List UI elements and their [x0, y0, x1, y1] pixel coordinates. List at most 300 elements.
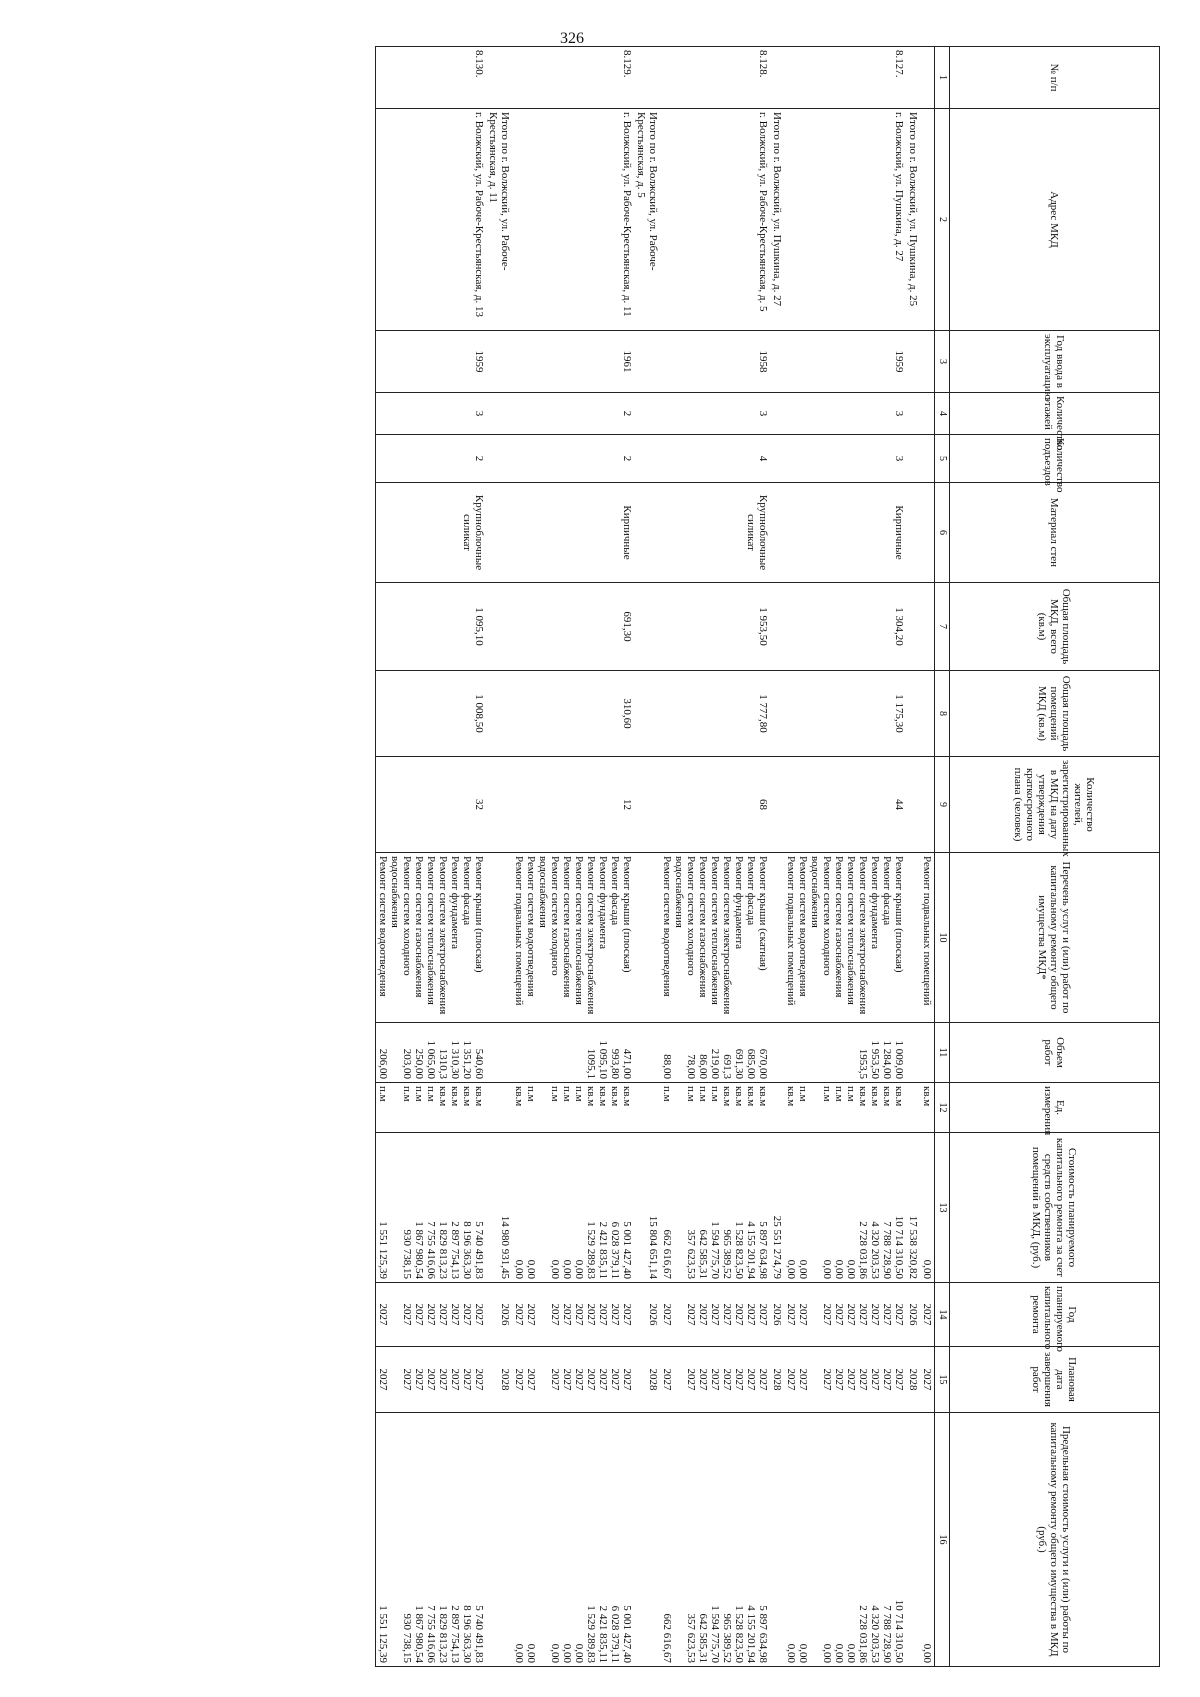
empty-cell — [634, 757, 660, 853]
empty-cell — [906, 1083, 920, 1133]
work-name: Ремонт фундамента — [733, 856, 745, 950]
work-volume — [525, 1026, 537, 1079]
unit: кв.м — [893, 1086, 905, 1107]
cost: 0,00 — [797, 1259, 809, 1279]
limit-cost: 5 897 634,98 — [757, 1605, 769, 1663]
limit-cost: 8 196 363,30 — [461, 1605, 473, 1663]
work-volume: 1 284,00 — [881, 1040, 893, 1079]
cost: 965 389,52 — [721, 1229, 733, 1279]
repair-year: 2027 — [709, 1303, 721, 1326]
repair-year: 2027 — [549, 1303, 561, 1326]
header-cell: Стоимость планируемого капитального ремонта за счет средств собственников помещений в МКД, (руб.) — [950, 1133, 1160, 1283]
header-cell: Перечень услуг и (или) работ по капитальному ремонту общего имущества МКД* — [950, 853, 1160, 1023]
table-row — [920, 47, 935, 1667]
row-number: 8.129. — [512, 47, 634, 109]
unit: п.м — [797, 1086, 809, 1102]
work-volume-column — [660, 1023, 770, 1083]
header-cell: Адрес МКД — [950, 109, 1160, 331]
cost: 1 528 823,50 — [733, 1221, 745, 1279]
total-cost: 25 551 274,79 — [770, 1133, 784, 1283]
empty-cell — [770, 1023, 784, 1083]
work-volume: 78,00 — [685, 1054, 697, 1079]
entrances: 2 — [512, 435, 634, 483]
completion-date: 2027 — [833, 1368, 845, 1391]
wall-material: Крупноблочные силикат — [376, 483, 487, 583]
completion-date: 2027 — [845, 1368, 857, 1391]
cost-column — [660, 1133, 770, 1283]
repair-year-column — [376, 1283, 487, 1347]
work-name: Ремонт систем водоотведения — [377, 856, 389, 997]
work-volume: 1095,1 — [585, 1048, 597, 1079]
work-volume: 993,80 — [609, 1048, 621, 1079]
repair-year: 2027 — [797, 1303, 809, 1326]
limit-cost: 0,00 — [797, 1643, 809, 1663]
repair-year: 2027 — [845, 1303, 857, 1326]
floors: 2 — [512, 393, 634, 435]
work-volume: 540,60 — [473, 1048, 485, 1079]
unit: п.м — [377, 1086, 389, 1102]
unit: кв.м — [437, 1086, 449, 1107]
work-volume — [833, 1026, 845, 1079]
residents: 44 — [784, 757, 906, 853]
limit-cost: 5 740 491,83 — [473, 1605, 485, 1663]
repair-year: 2027 — [785, 1303, 797, 1326]
work-name: Ремонт систем газоснабжения — [561, 856, 573, 998]
completion-date-column — [376, 1347, 487, 1413]
work-name: Ремонт систем электроснабжения — [857, 856, 869, 1015]
header-cell: Общая площадь помещений МКД (кв.м) — [950, 671, 1160, 757]
total-row — [906, 47, 920, 1667]
header-cell: Общая площадь МКД, всего (кв.м) — [950, 583, 1160, 671]
work-name: Ремонт систем теплоснабжения — [573, 856, 585, 1005]
limit-cost: 0,00 — [513, 1643, 525, 1663]
column-number: 7 — [935, 583, 950, 671]
work-name: Ремонт подвальных помещений — [920, 853, 935, 1023]
floors: 3 — [376, 393, 487, 435]
completion-date: 2027 — [733, 1368, 745, 1391]
repair-year: 2027 — [733, 1303, 745, 1326]
header-cell: Количество подъездов — [950, 435, 1160, 483]
cost: 662 616,67 — [661, 1229, 673, 1279]
repair-year: 2027 — [597, 1303, 609, 1326]
completion-date: 2027 — [573, 1368, 585, 1391]
cost: 5 001 427,40 — [621, 1221, 633, 1279]
cost-column — [512, 1133, 634, 1283]
wall-material: Кирпичные — [512, 483, 634, 583]
column-number: 14 — [935, 1283, 950, 1347]
work-volume: 685,00 — [745, 1048, 757, 1079]
total-date: 2028 — [634, 1347, 660, 1413]
empty-cell — [486, 757, 512, 853]
limit-cost: 0,00 — [785, 1643, 797, 1663]
total-label: Итого по г. Волжский, ул. Рабоче-Крестьянская, д. 11 — [486, 109, 512, 331]
column-number: 9 — [935, 757, 950, 853]
limit-cost: 2 897 754,13 — [449, 1605, 461, 1663]
unit: п.м — [697, 1086, 709, 1102]
work-volume — [573, 1026, 585, 1079]
cost: 7 755 416,06 — [425, 1221, 437, 1279]
commission-year: 1958 — [660, 331, 770, 393]
unit: п.м — [425, 1086, 437, 1102]
empty-cell — [906, 853, 920, 1023]
work-name: Ремонт систем электроснабжения — [721, 856, 733, 1015]
limit-cost: 0,00 — [525, 1643, 537, 1663]
cost: 6 028 379,11 — [609, 1221, 621, 1279]
column-number: 8 — [935, 671, 950, 757]
entrances: 2 — [376, 435, 487, 483]
limit-cost: 662 616,67 — [661, 1613, 673, 1663]
unit: кв.м — [920, 1083, 935, 1133]
unit: кв.м — [609, 1086, 621, 1107]
empty-cell — [486, 1413, 512, 1667]
work-name: Ремонт систем теплоснабжения — [425, 856, 437, 1005]
completion-date: 2027 — [437, 1368, 449, 1391]
limit-cost: 2 728 031,86 — [857, 1605, 869, 1663]
work-volume: 88,00 — [661, 1054, 673, 1079]
empty-cell — [770, 483, 784, 583]
work-volume — [537, 1026, 561, 1079]
total-row — [634, 47, 660, 1667]
row-number: 8.128. — [660, 47, 770, 109]
work-volume: 203,00 — [401, 1048, 413, 1079]
entrances: 4 — [660, 435, 770, 483]
repair-year-column — [784, 1283, 906, 1347]
work-volume-column — [784, 1023, 906, 1083]
empty-cell — [634, 331, 660, 393]
completion-date: 2027 — [585, 1368, 597, 1391]
work-volume: 1 953,50 — [869, 1040, 881, 1079]
repair-year: 2027 — [685, 1303, 697, 1326]
limit-cost: 5 001 427,40 — [621, 1605, 633, 1663]
work-volume: 471,00 — [621, 1048, 633, 1079]
repair-year: 2027 — [697, 1303, 709, 1326]
work-name: Ремонт систем электроснабжения — [437, 856, 449, 1015]
column-number: 10 — [935, 853, 950, 1023]
repair-year: 2027 — [920, 1283, 935, 1347]
completion-date: 2027 — [413, 1368, 425, 1391]
cost: 0,00 — [920, 1133, 935, 1283]
work-volume: 206,00 — [377, 1048, 389, 1079]
unit: кв.м — [869, 1086, 881, 1107]
repair-year: 2027 — [573, 1303, 585, 1326]
empty-cell — [770, 1413, 784, 1667]
residents: 32 — [376, 757, 487, 853]
unit: кв.м — [785, 1086, 797, 1107]
work-name: Ремонт систем холодного водоснабжения — [537, 856, 561, 976]
column-number: 4 — [935, 393, 950, 435]
unit: кв.м — [585, 1086, 597, 1107]
limit-cost-column — [784, 1413, 906, 1667]
wall-material: Кирпичные — [784, 483, 906, 583]
work-volume: 1953,5 — [857, 1048, 869, 1079]
empty-cell — [770, 853, 784, 1023]
unit: кв.м — [449, 1086, 461, 1107]
repair-year: 2027 — [881, 1303, 893, 1326]
empty-cell — [634, 483, 660, 583]
entrances: 3 — [784, 435, 906, 483]
total-area: 691,30 — [512, 583, 634, 671]
work-name: Ремонт фундамента — [869, 856, 881, 950]
column-number: 5 — [935, 435, 950, 483]
column-number: 11 — [935, 1023, 950, 1083]
work-name: Ремонт фасада — [461, 856, 473, 926]
work-volume: 86,00 — [697, 1054, 709, 1079]
limit-cost: 7 755 416,06 — [425, 1605, 437, 1663]
limit-cost: 2 421 835,11 — [597, 1605, 609, 1663]
limit-cost: 6 028 379,11 — [609, 1605, 621, 1663]
unit: п.м — [833, 1086, 845, 1102]
cost: 357 623,53 — [685, 1229, 697, 1279]
limit-cost: 1 528 823,50 — [733, 1605, 745, 1663]
cost: 1 529 289,83 — [585, 1221, 597, 1279]
repair-year: 2027 — [377, 1303, 389, 1326]
repair-year: 2027 — [821, 1303, 833, 1326]
residents: 68 — [660, 757, 770, 853]
repair-year: 2027 — [525, 1303, 537, 1326]
total-date: 2028 — [486, 1347, 512, 1413]
completion-date-column — [660, 1347, 770, 1413]
work-name-column — [784, 853, 906, 1023]
limit-cost: 1 594 775,70 — [709, 1605, 721, 1663]
rotated-page — [30, 46, 1160, 1666]
empty-cell — [770, 435, 784, 483]
floors: 3 — [784, 393, 906, 435]
empty-cell — [486, 483, 512, 583]
header-row — [950, 47, 1160, 1667]
work-volume: 1 095,10 — [597, 1040, 609, 1079]
total-date: 2028 — [906, 1347, 920, 1413]
floors: 3 — [660, 393, 770, 435]
repair-year: 2027 — [413, 1303, 425, 1326]
header-cell: Год планируемого капитального ремонта — [950, 1283, 1160, 1347]
work-volume: 670,00 — [757, 1048, 769, 1079]
cost: 642 585,31 — [697, 1229, 709, 1279]
limit-cost: 0,00 — [549, 1643, 561, 1663]
total-label: Итого по г. Волжский, ул. Рабоче-Крестьянская, д. 5 — [634, 109, 660, 331]
work-name-column — [660, 853, 770, 1023]
table-body — [376, 47, 935, 1667]
repair-year: 2027 — [401, 1303, 413, 1326]
column-number: 1 — [935, 47, 950, 109]
work-name: Ремонт подвальных помещений — [785, 856, 797, 1006]
limit-cost: 965 389,52 — [721, 1613, 733, 1663]
empty-cell — [906, 393, 920, 435]
cost-column — [376, 1133, 487, 1283]
cost: 0,00 — [525, 1259, 537, 1279]
empty-cell — [634, 1083, 660, 1133]
work-volume: 691,30 — [733, 1048, 745, 1079]
row-number: 8.127. — [784, 47, 906, 109]
completion-date-column — [784, 1347, 906, 1413]
empty-cell — [906, 1413, 920, 1667]
cost: 2 421 835,11 — [597, 1221, 609, 1279]
repair-year: 2027 — [857, 1303, 869, 1326]
repair-year: 2027 — [833, 1303, 845, 1326]
repair-year: 2027 — [437, 1303, 449, 1326]
repair-year: 2027 — [425, 1303, 437, 1326]
empty-cell — [906, 483, 920, 583]
empty-cell — [906, 331, 920, 393]
completion-date: 2027 — [797, 1368, 809, 1391]
limit-cost: 0,00 — [845, 1643, 857, 1663]
work-volume: 1 065,00 — [425, 1040, 437, 1079]
limit-cost: 0,00 — [573, 1643, 585, 1663]
cost: 0,00 — [561, 1259, 573, 1279]
work-volume: 691,3 — [721, 1054, 733, 1079]
work-name: Ремонт фасада — [881, 856, 893, 926]
unit: п.м — [573, 1086, 585, 1102]
completion-date: 2027 — [881, 1368, 893, 1391]
commission-year: 1961 — [512, 331, 634, 393]
limit-cost-column — [512, 1413, 634, 1667]
unit: п.м — [821, 1086, 833, 1102]
total-date: 2028 — [770, 1347, 784, 1413]
cost: 0,00 — [833, 1259, 845, 1279]
limit-cost: 1 867 980,54 — [413, 1605, 425, 1663]
header-cell: Объем работ — [950, 1023, 1160, 1083]
empty-cell — [634, 393, 660, 435]
empty-cell — [634, 1023, 660, 1083]
work-name-column — [512, 853, 634, 1023]
total-year: 2026 — [634, 1283, 660, 1347]
cost: 10 714 310,50 — [893, 1215, 905, 1279]
completion-date: 2027 — [697, 1368, 709, 1391]
empty-cell — [634, 435, 660, 483]
repair-year: 2027 — [893, 1303, 905, 1326]
empty-cell — [486, 853, 512, 1023]
wall-material: Крупноблочные силикат — [660, 483, 770, 583]
work-volume — [785, 1026, 797, 1079]
completion-date: 2027 — [449, 1368, 461, 1391]
completion-date: 2027 — [757, 1368, 769, 1391]
work-name: Ремонт фасада — [609, 856, 621, 926]
unit-column — [512, 1083, 634, 1133]
repair-year: 2027 — [745, 1303, 757, 1326]
limit-cost: 4 155 201,94 — [745, 1605, 757, 1663]
empty-cell — [486, 1083, 512, 1133]
limit-cost: 0,00 — [833, 1643, 845, 1663]
page-number: 326 — [560, 30, 584, 47]
repair-year: 2027 — [757, 1303, 769, 1326]
total-area: 1 304,20 — [784, 583, 906, 671]
limit-cost-column — [376, 1413, 487, 1667]
work-volume: 219,00 — [709, 1048, 721, 1079]
empty-cell — [770, 1083, 784, 1133]
repair-year: 2027 — [513, 1303, 525, 1326]
cost: 0,00 — [573, 1259, 585, 1279]
unit-column — [784, 1083, 906, 1133]
unit: кв.м — [621, 1086, 633, 1107]
cost: 0,00 — [845, 1259, 857, 1279]
completion-date: 2027 — [621, 1368, 633, 1391]
residents: 12 — [512, 757, 634, 853]
unit: п.м — [685, 1086, 697, 1102]
unit: кв.м — [597, 1086, 609, 1107]
completion-date: 2027 — [857, 1368, 869, 1391]
empty-cell — [634, 671, 660, 757]
work-name: Ремонт систем водоотведения — [661, 856, 673, 997]
empty-cell — [770, 331, 784, 393]
total-cost: 17 538 320,82 — [906, 1133, 920, 1283]
total-row — [486, 47, 512, 1667]
rooms-area: 1 777,80 — [660, 671, 770, 757]
repair-year: 2027 — [609, 1303, 621, 1326]
limit-cost: 357 623,53 — [685, 1613, 697, 1663]
total-cost: 15 804 651,14 — [634, 1133, 660, 1283]
limit-cost: 0,00 — [821, 1643, 833, 1663]
total-cost: 14 980 931,45 — [486, 1133, 512, 1283]
limit-cost: 10 714 310,50 — [893, 1599, 905, 1663]
column-number: 13 — [935, 1133, 950, 1283]
total-year: 2026 — [906, 1283, 920, 1347]
work-volume — [797, 1026, 809, 1079]
column-number: 16 — [935, 1413, 950, 1667]
empty-cell — [906, 757, 920, 853]
commission-year: 1959 — [376, 331, 487, 393]
empty-cell — [486, 331, 512, 393]
unit: кв.м — [881, 1086, 893, 1107]
completion-date: 2027 — [869, 1368, 881, 1391]
completion-date: 2027 — [709, 1368, 721, 1391]
work-volume-column — [512, 1023, 634, 1083]
cost: 4 320 203,53 — [869, 1221, 881, 1279]
total-year: 2026 — [486, 1283, 512, 1347]
completion-date: 2027 — [893, 1368, 905, 1391]
empty-cell — [770, 757, 784, 853]
limit-cost: 4 320 203,53 — [869, 1605, 881, 1663]
empty-cell — [634, 1413, 660, 1667]
column-number: 6 — [935, 483, 950, 583]
header-cell: Плановая дата завершения работ — [950, 1347, 1160, 1413]
total-area: 1 095,10 — [376, 583, 487, 671]
work-volume — [845, 1026, 857, 1079]
cost: 2 728 031,86 — [857, 1221, 869, 1279]
building-address: г. Волжский, ул. Рабоче-Крестьянская, д. 11 — [512, 109, 634, 331]
header-cell: Количество жителей, зарегистрированных в МКД на дату утверждения краткосрочного плана (человек) — [950, 757, 1160, 853]
work-name: Ремонт систем электроснабжения — [585, 856, 597, 1015]
empty-cell — [770, 583, 784, 671]
building-address: г. Волжский, ул. Пушкина, д. 27 — [784, 109, 906, 331]
unit: п.м — [845, 1086, 857, 1102]
building-address: г. Волжский, ул. Рабоче-Крестьянская, д. 13 — [376, 109, 487, 331]
completion-date: 2027 — [745, 1368, 757, 1391]
cost: 5 897 634,98 — [757, 1221, 769, 1279]
rooms-area: 1 175,30 — [784, 671, 906, 757]
completion-date-column — [512, 1347, 634, 1413]
total-year: 2026 — [770, 1283, 784, 1347]
cost: 0,00 — [513, 1259, 525, 1279]
column-number: 12 — [935, 1083, 950, 1133]
empty-cell — [486, 583, 512, 671]
building-address: г. Волжский, ул. Рабоче-Крестьянская, д. 5 — [660, 109, 770, 331]
column-number: 3 — [935, 331, 950, 393]
repair-year-column — [512, 1283, 634, 1347]
total-label: Итого по г. Волжский, ул. Пушкина, д. 25 — [906, 109, 920, 331]
work-volume: 1 009,00 — [893, 1040, 905, 1079]
work-name: Ремонт крыши (плоская) — [473, 856, 485, 973]
header-cell: № п/п — [950, 47, 1160, 109]
repair-year: 2027 — [621, 1303, 633, 1326]
empty-cell — [486, 671, 512, 757]
header-cell: Год ввода в эксплуатацию — [950, 331, 1160, 393]
work-volume — [513, 1026, 525, 1079]
limit-cost: 930 738,15 — [401, 1613, 413, 1663]
work-name: Ремонт фундамента — [449, 856, 461, 950]
completion-date: 2027 — [685, 1368, 697, 1391]
header-cell: Ед. измерения — [950, 1083, 1160, 1133]
work-name: Ремонт систем теплоснабжения — [709, 856, 721, 1005]
repair-plan-table — [375, 46, 1160, 1667]
